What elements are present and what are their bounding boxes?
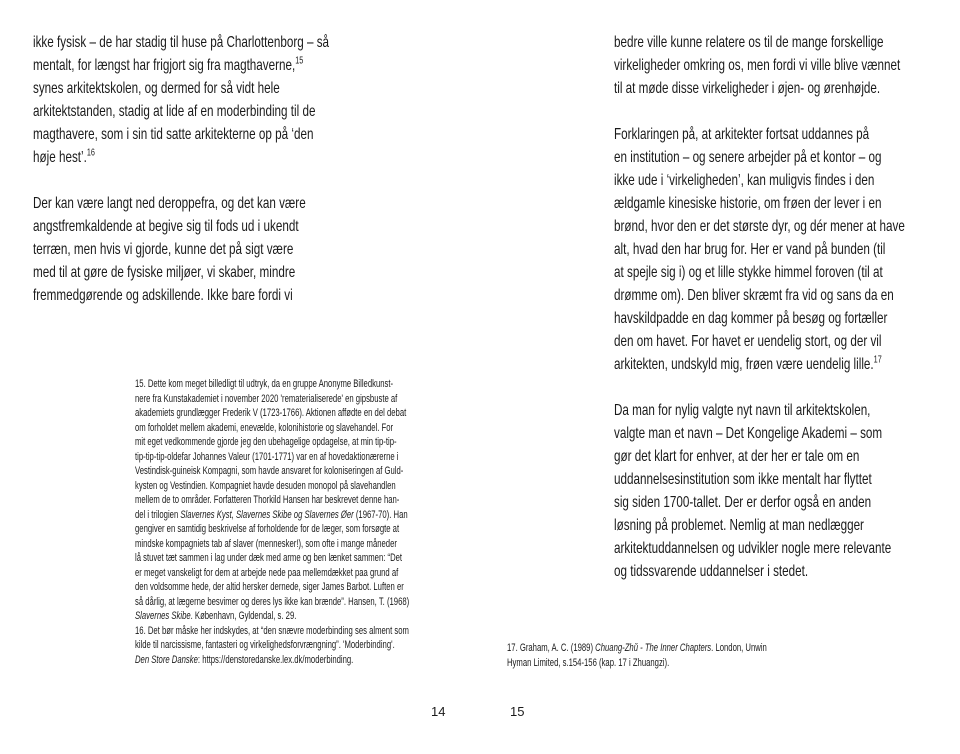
left-page-footnotes — [135, 377, 409, 667]
left-page-body-text — [33, 31, 329, 307]
page-number-left: 14 — [431, 704, 446, 719]
paragraph: ikke fysisk – de har stadig til huse på Charlottenborg – så mentalt, for længst har frigjort sig fra magthaverne,$^{15}$ synes arkitektskolen, og dermed for så vidt hele arkitektstanden, stadig at lide af en moderbinding til de magthavere, som i sin tid satte arkitekterne op på ‘den høje hest’.$^{16}$ — [33, 34, 330, 166]
footnote-17: 17. Graham, A. C. (1989) Chuang-Zhŭ - The Inner Chapters. London, Unwin Hyman Limited, s.154-156 (kap. 17 i Zhuangzi). — [507, 642, 767, 669]
paragraph: Der kan være langt ned deroppefra, og det kan være angstfremkaldende at begive sig til fods ud i ukendt terræn, men hvis vi gjorde, kunne det på sigt være med til at gøre de fysiske miljøer, vi skaber, mindre fremmedgørende og adskillende. Ikke bare fordi vi — [33, 195, 306, 304]
footnote-15: 15. Dette kom meget billedligt til udtryk, da en gruppe Anonyme Billedkunst- nere fra Kunstakademiet i november 2020 'rematerialiserede' en gipsbuste af akademiets grundlægger Frederik V (1723-1766). Aktionen affødte en del debat om forholdet mellem akademi, enevælde, kolonihistorie og slavehandel. For mit eget vedkommende gjorde jeg den ubehagelige opdagelse, at min tip-tip- tip-tip-tip-oldefar Johannes Valeur (1701-1771) var en af hovedaktionærerne i Vestindisk-guineisk Kompagni, som havde ansvaret for koloniseringen af Guld- kysten og Vestindien. Kompagniet havde desuden monopol på slavehandlen mellem de to områder. Forfatteren Thorkild Hansen har beskrevet denne han- del i trilogien Slavernes Kyst, Slavernes Skibe og Slavernes Øer (1967-70). Han gengiver en samtidig beskrivelse af forholdende for de læger, som forsøgte at mindske kompagniets tab af slaver (mennesker!), som ofte i mange måneder lå stuvet tæt sammen i lag under dæk med arme og ben lænket sammen: “Det er meget vanskeligt for dem at arbejde nede paa mellemdækket paa grund af den voldsomme hede, der altid hersker dernede, siger James Barbot. Luften er så dårlig, at lægerne besvimer og deres lys ikke kan brænde”. Hansen, T. (1968) Slavernes Skibe. København, Gyldendal, s. 29. — [135, 378, 410, 622]
paragraph: Da man for nylig valgte nyt navn til arkitektskolen, valgte man et navn – Det Kongelige Akademi – som gør det klart for enhver, at der her er tale om en uddannelsesinstitution som ikke mentalt har flyttet sig siden 1700-tallet. Der er derfor også en anden løsning på problemet. Nemlig at man nedlægger arkitektuddannelsen og udvikler nogle mere relevante og tidssvarende uddannelser i stedet. — [614, 402, 892, 580]
right-page-footnotes — [507, 641, 767, 670]
footnote-16: 16. Det bør måske her indskydes, at “den snævre moderbinding ses alment som kilde til narcissisme, fantasteri og virkelighedsforvrængning”. 'Moderbinding'. Den Store Danske: https://denstoredanske.lex.dk/moderbinding. — [135, 624, 409, 666]
paragraph: bedre ville kunne relatere os til de mange forskellige virkeligheder omkring os, men fordi vi ville blive vænnet til at møde disse virkeligheder i øjen- og ørenhøjde. — [614, 34, 901, 97]
paragraph: Forklaringen på, at arkitekter fortsat uddannes på en institution – og senere arbejder på et kontor – og ikke ude i ‘virkeligheden’, kan muligvis findes i den ældgamle kinesiske historie, om frøen der lever i en brønd, hvor den er det største dyr, og dér mener at have alt, hvad den har brug for. Her er vand på bunden (til at spejle sig i) og et lille stykke himmel foroven (til at drømme om). Den bliver skræmt fra vid og sans da en havskildpadde en dag kommer på besøg og fortæller den om havet. For havet er uendelig stort, og der vil arkitekten, undskyld mig, frøen være uendelig lille.$^{17}$ — [614, 126, 905, 373]
page-right — [480, 0, 960, 754]
right-page-body-text — [614, 31, 905, 583]
page-number-right: 15 — [510, 704, 525, 719]
